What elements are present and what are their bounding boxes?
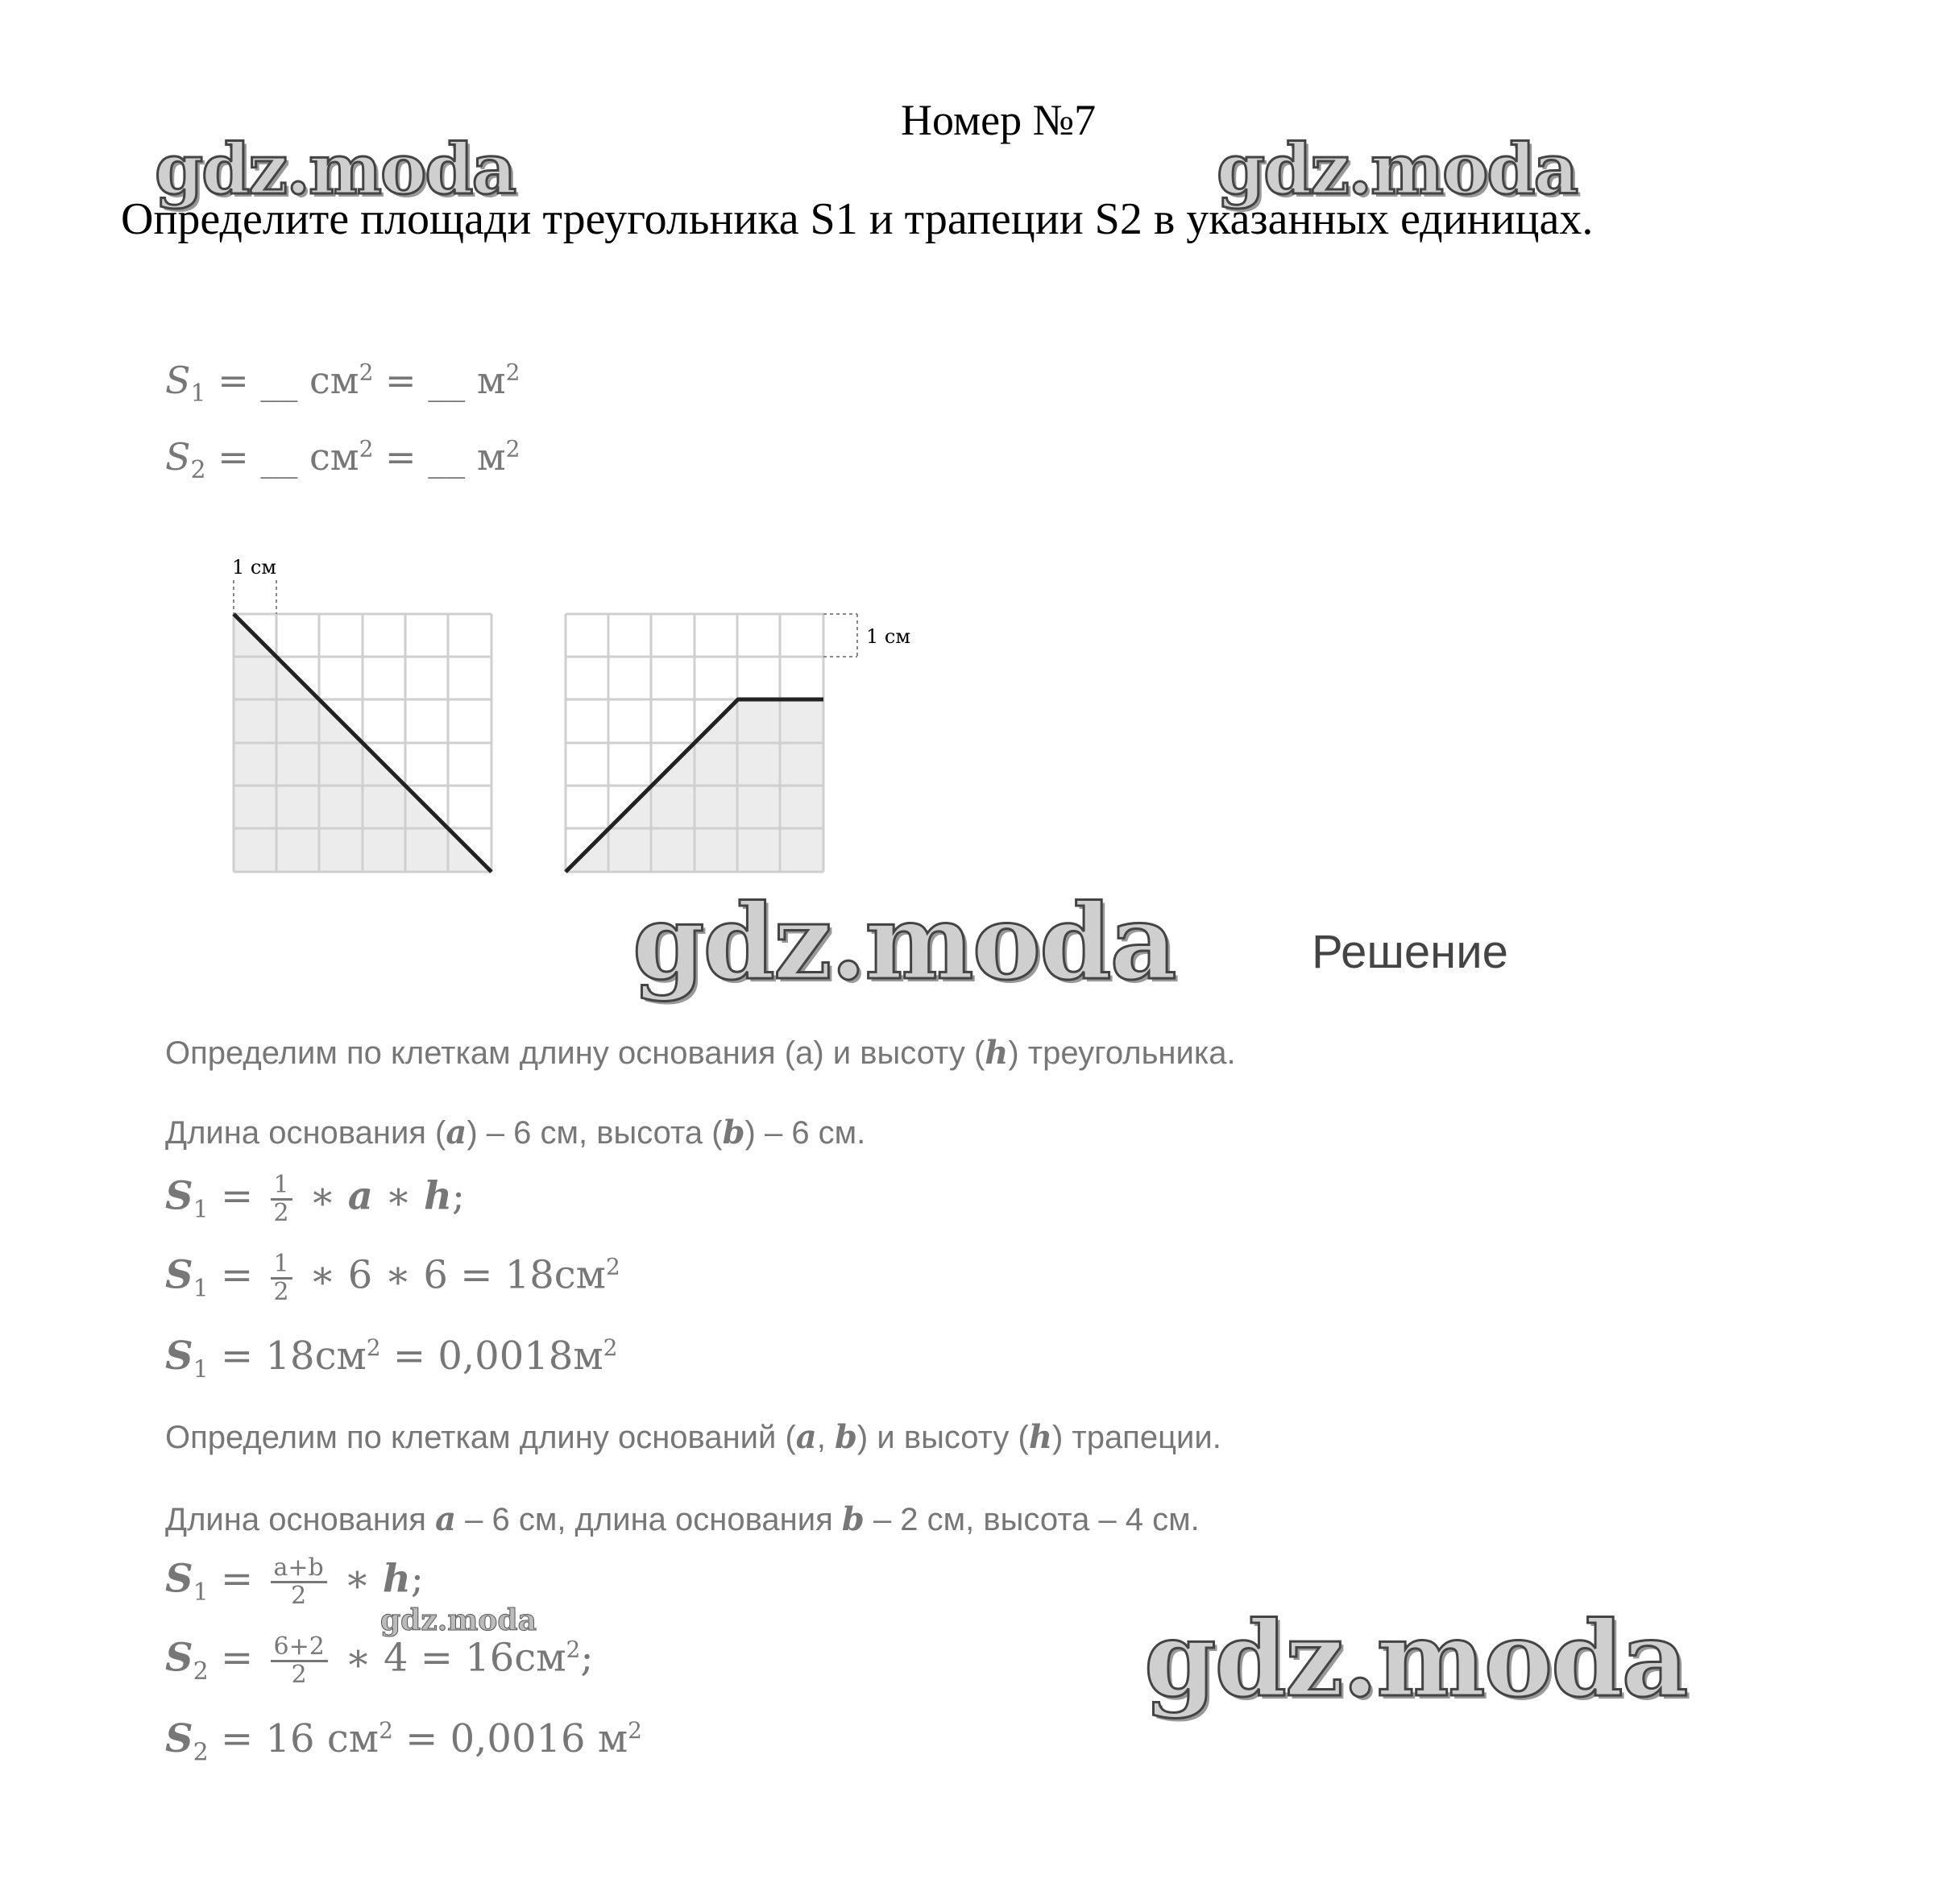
var-b: b	[841, 1500, 865, 1538]
solution-heading: Решение	[1312, 926, 1508, 978]
page-title: Номер №7	[901, 96, 1097, 144]
unit-m: м	[476, 359, 506, 402]
var-h: h	[985, 1034, 1009, 1072]
blank-eq: = __	[373, 359, 477, 402]
var-h: h	[1028, 1418, 1052, 1456]
exercise-line-s1	[165, 359, 520, 408]
formula-s1-general: $S_1$ = $\frac{1}{2}$ ∗ a ∗ h;	[165, 1171, 466, 1227]
var-s: S	[165, 435, 191, 479]
var-s: S	[165, 359, 191, 402]
triangle-figure	[232, 548, 498, 886]
watermark: gdz.moda	[632, 882, 1176, 1003]
blank-eq: = __	[205, 435, 310, 479]
formula-s2-calc: $S_2$ = $\frac{6+2}{2}$ ∗ $4 = 16см^2$;	[165, 1632, 594, 1689]
fraction: $\frac{a+b}{2}$	[271, 1555, 327, 1608]
exercise-line-s2	[165, 435, 520, 484]
formula-s1-result: $S_1 = 18см^2 = 0,0018м^2$	[165, 1334, 618, 1384]
var-a: a	[446, 1114, 467, 1151]
var-b: b	[834, 1418, 857, 1456]
scale-label: 1 см	[232, 556, 277, 579]
fraction: $\frac{6+2}{2}$	[271, 1634, 328, 1687]
var-b: b	[722, 1114, 745, 1151]
blank-eq: = __	[205, 359, 310, 402]
formula-s2-result: $S_2 = 16$ $см^2 = 0,0016$ $м^2$	[165, 1716, 642, 1767]
var-a: a	[435, 1500, 456, 1538]
scale-marker	[823, 614, 857, 657]
fraction: $\frac{1}{2}$	[271, 1172, 292, 1226]
trapezoid-figure	[564, 548, 951, 886]
unit-cm: см	[309, 435, 359, 479]
scale-marker	[234, 580, 276, 614]
formula-s1-calc: $S_1$ = $\frac{1}{2}$ ∗ 6 ∗ $6 = 18см^2$	[165, 1250, 620, 1306]
scale-label: 1 см	[866, 625, 911, 648]
watermark: gdz.moda	[1144, 1599, 1687, 1720]
watermark: gdz.moda	[1217, 129, 1578, 210]
solution-paragraph: Длина основания a – 6 см, длина основания b – 2 см, высота – 4 см.	[165, 1500, 1200, 1538]
watermark-small: gdz.moda	[380, 1603, 537, 1637]
solution-paragraph: Определим по клеткам длину оснований (a, b) и высоту (h) трапеции.	[165, 1418, 1221, 1456]
formula-trapezoid-general: $S_1$ = $\frac{a+b}{2}$ ∗ h;	[165, 1553, 424, 1610]
superscript: 2	[359, 359, 374, 386]
unit-m: м	[476, 435, 506, 479]
superscript: 2	[359, 435, 374, 463]
var-a: a	[795, 1418, 817, 1456]
blank-eq: = __	[373, 435, 477, 479]
solution-paragraph: Длина основания (a) – 6 см, высота (b) – 6 см.	[165, 1114, 866, 1151]
superscript: 2	[505, 359, 520, 386]
task-statement: Определите площади треугольника S1 и трапеции S2 в указанных единицах.	[121, 194, 1594, 244]
subscript: 1	[190, 380, 206, 409]
superscript: 2	[505, 435, 520, 463]
solution-paragraph: Определим по клеткам длину основания (a) и высоту (h) треугольника.	[165, 1034, 1236, 1072]
unit-cm: см	[309, 359, 359, 402]
subscript: 2	[190, 456, 206, 485]
watermark: gdz.moda	[155, 129, 516, 210]
fraction: $\frac{1}{2}$	[271, 1251, 292, 1305]
